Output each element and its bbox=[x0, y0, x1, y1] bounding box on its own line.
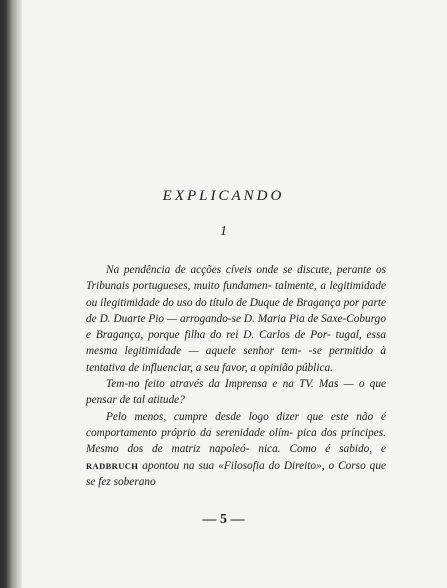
paragraph-3 bbox=[86, 409, 386, 490]
page-number: — 5 — bbox=[202, 512, 245, 527]
line: perante os Tribunais portugueses, muito fundamen- bbox=[86, 264, 386, 293]
line: -se permitido à tentativa de influenciar, a seu favor, bbox=[86, 345, 387, 374]
chapter-heading: EXPLICANDO bbox=[162, 188, 285, 204]
line: título de Duque de Bragança por parte de D. Duarte bbox=[86, 296, 386, 325]
line: não é comportamento próprio da serenidade olím- bbox=[86, 410, 386, 439]
line: e Bragança, porque filha do rei D. Carlos de Por- bbox=[86, 329, 331, 342]
line: tugal, essa mesma legitimidade — aquele senhor tem- bbox=[86, 329, 387, 358]
paragraph-1 bbox=[86, 262, 386, 376]
line: nica. Como é sabido, e bbox=[258, 443, 386, 456]
line: talmente, a legitimidade ou ilegitimidade do uso do bbox=[86, 280, 386, 309]
body-text bbox=[86, 262, 386, 490]
line: pica dos príncipes. Mesmo dos de matriz napoleó- bbox=[86, 426, 386, 456]
line: «Filosofia do Direito», o Corso que se fez soberano bbox=[86, 459, 386, 488]
paragraph-2 bbox=[86, 376, 386, 409]
line: Na pendência de acções cíveis onde se discute, bbox=[106, 264, 332, 276]
line: apontou na sua bbox=[138, 459, 215, 472]
line: Pelo menos, cumpre desde logo dizer que este bbox=[106, 410, 349, 423]
line: Tem-no feito através da Imprensa e na TV. Mas bbox=[106, 378, 339, 391]
author-name-smallcaps: RADBRUCH bbox=[86, 460, 139, 471]
line: — o que pensar de tal atitude? bbox=[86, 378, 387, 407]
line: Pio — arrogando-se D. Maria Pia de Saxe-Coburgo bbox=[148, 312, 386, 325]
section-number: 1 bbox=[220, 224, 227, 239]
line: a opinião pública. bbox=[250, 361, 333, 374]
